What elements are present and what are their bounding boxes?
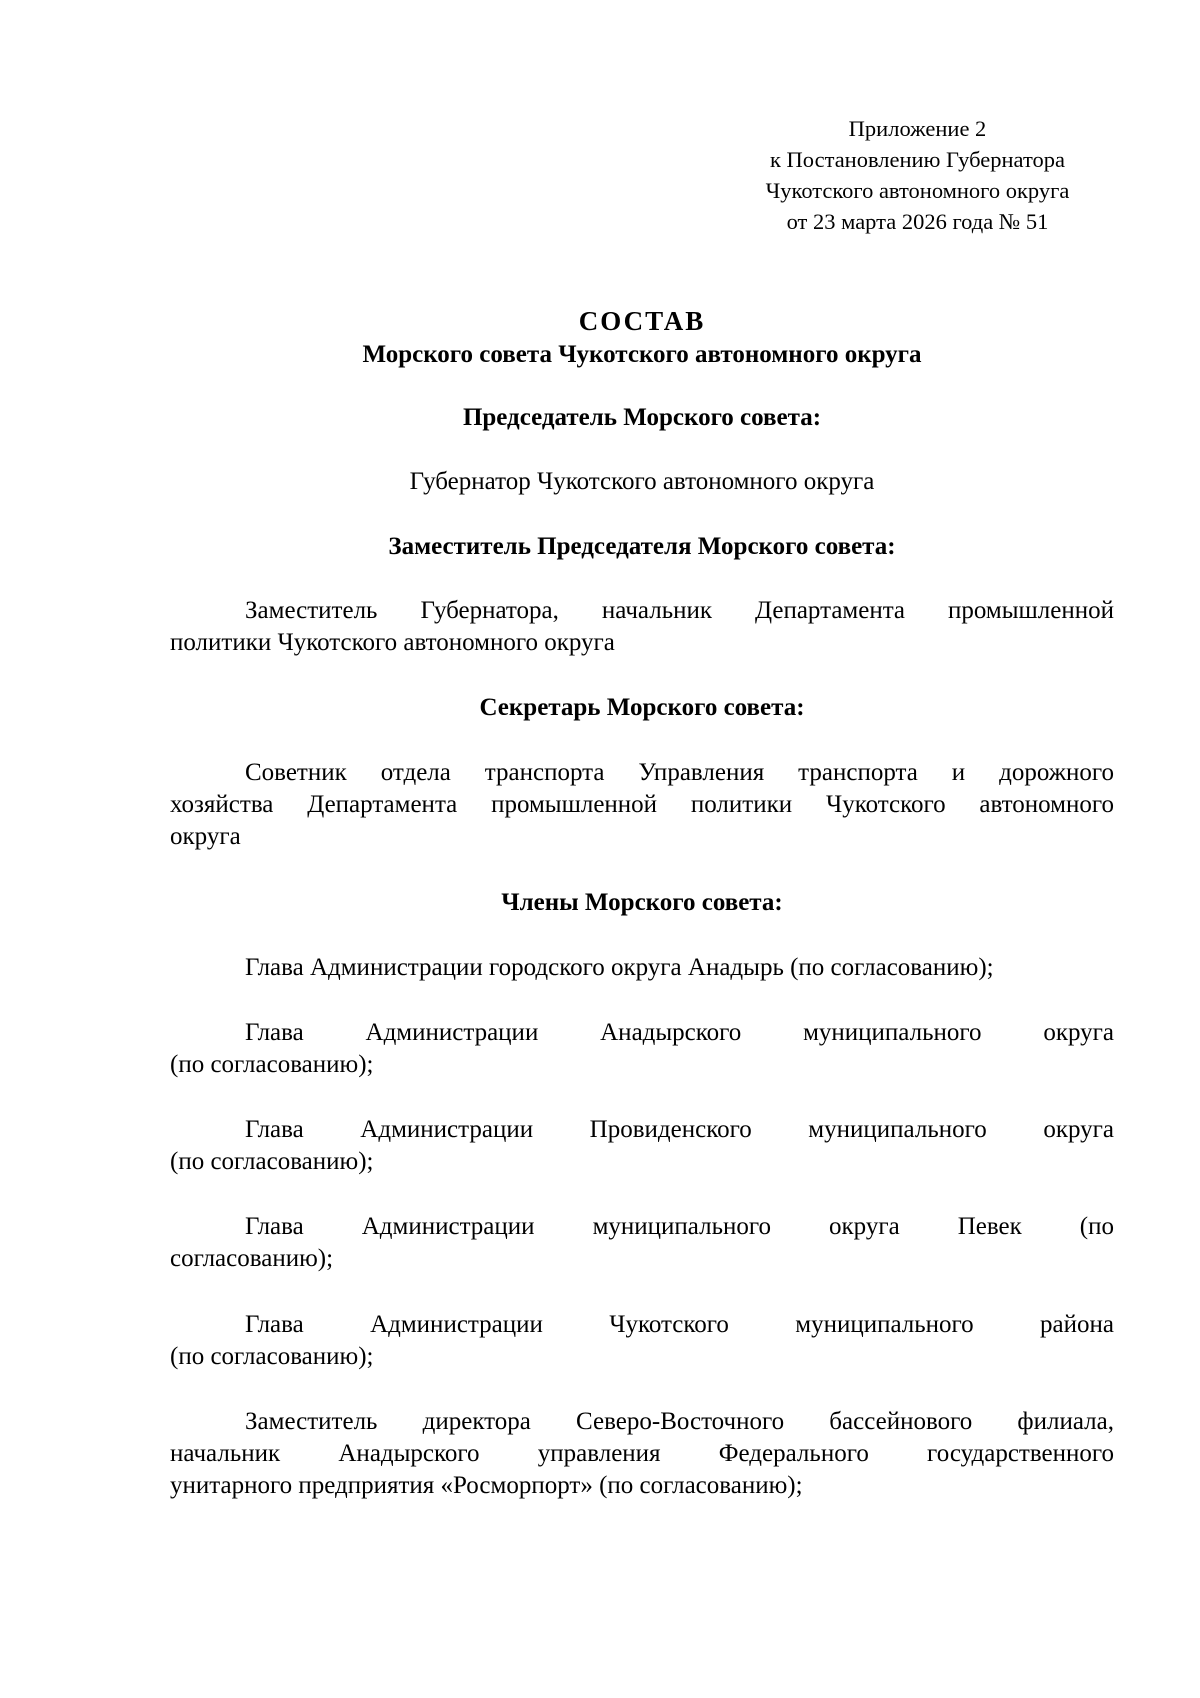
paragraph-line: унитарного предприятия «Росморпорт» (по согласованию); xyxy=(170,1472,803,1499)
paragraph-line: округа xyxy=(170,823,241,850)
paragraph-line: Глава Администрации муниципального округа Певек (по xyxy=(245,1213,1114,1240)
paragraph-line: (по согласованию); xyxy=(170,1051,374,1078)
paragraph-line: (по согласованию); xyxy=(170,1148,374,1175)
paragraph-line: Глава Администрации Провиденского муниципального округа xyxy=(245,1116,1114,1143)
document-title: СОСТАВ xyxy=(578,306,706,336)
deputy-paragraph xyxy=(170,595,1114,659)
secretary-heading: Секретарь Морского совета: xyxy=(479,694,805,721)
member-item xyxy=(170,1406,1114,1502)
chair-text: Губернатор Чукотского автономного округа xyxy=(409,468,875,495)
member-item xyxy=(170,952,1114,984)
appendix-block xyxy=(725,113,1110,237)
paragraph-line: политики Чукотского автономного округа xyxy=(170,629,615,656)
paragraph-line: Заместитель Губернатора, начальник Департамента промышленной xyxy=(245,597,1114,624)
appendix-line: Чукотского автономного округа xyxy=(765,178,1070,203)
deputy-heading: Заместитель Председателя Морского совета: xyxy=(388,533,896,560)
appendix-line: к Постановлению Губернатора xyxy=(769,147,1065,172)
appendix-line: Приложение 2 xyxy=(848,116,987,141)
paragraph-line: Заместитель директора Северо-Восточного бассейнового филиала, xyxy=(245,1408,1114,1435)
paragraph-line: хозяйства Департамента промышленной политики Чукотского автономного xyxy=(170,791,1114,818)
paragraph-line: Глава Администрации городского округа Анадырь (по согласованию); xyxy=(245,954,994,981)
paragraph-line: Глава Администрации Анадырского муниципального округа xyxy=(245,1019,1114,1046)
member-item xyxy=(170,1114,1114,1178)
member-item xyxy=(170,1211,1114,1275)
member-item xyxy=(170,1017,1114,1081)
members-heading: Члены Морского совета: xyxy=(501,889,783,916)
secretary-paragraph xyxy=(170,757,1114,853)
paragraph-line: Глава Администрации Чукотского муниципального района xyxy=(245,1311,1114,1338)
paragraph-line: (по согласованию); xyxy=(170,1343,374,1370)
chair-heading: Председатель Морского совета: xyxy=(462,404,822,431)
document-subtitle: Морского совета Чукотского автономного округа xyxy=(362,341,922,368)
paragraph-line: Советник отдела транспорта Управления транспорта и дорожного xyxy=(245,759,1114,786)
paragraph-line: начальник Анадырского управления Федерального государственного xyxy=(170,1440,1114,1467)
member-item xyxy=(170,1309,1114,1373)
paragraph-line: согласованию); xyxy=(170,1245,334,1272)
appendix-line: от 23 марта 2026 года № 51 xyxy=(786,209,1049,234)
